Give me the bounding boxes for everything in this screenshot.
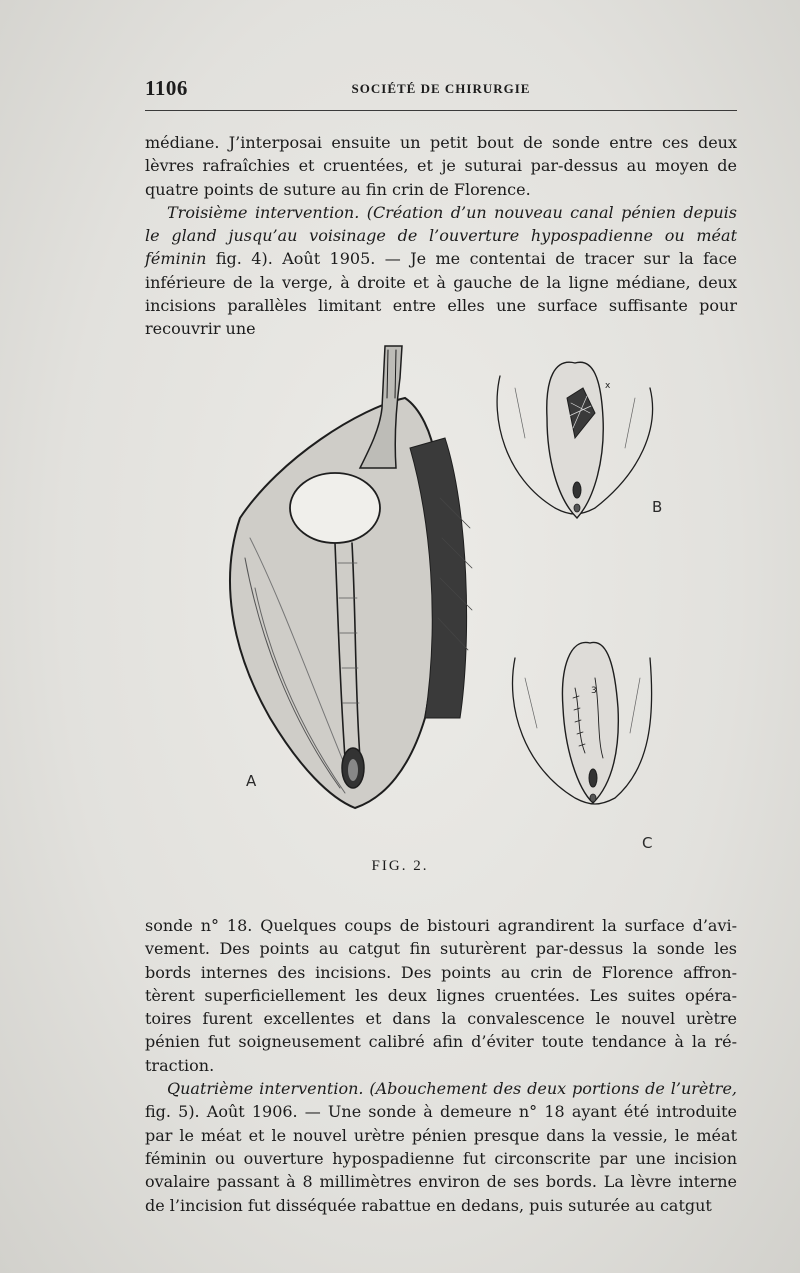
text-line: pénien fut soigneusement calibré afin d’éviter toute tendance à la ré- [145, 1032, 737, 1052]
paragraph-fourth-intervention [145, 1077, 737, 1217]
page-header [145, 76, 737, 100]
anatomical-illustration [210, 338, 680, 858]
section-intro: Quatrième intervention. [167, 1079, 364, 1099]
page-number: 1106 [145, 76, 188, 100]
text-line: bords internes des incisions. Des points au crin de Florence affron- [145, 962, 737, 982]
bottom-text-block [145, 914, 737, 1217]
text-line: de l’incision fut disséquée rabattue en dedans, puis suturée au catgut [145, 1195, 712, 1215]
section-intro: Troisième intervention. [167, 202, 360, 222]
text-line: parallèles limitant entre elles une surface suffisante pour recouvrir une [145, 296, 737, 339]
drawing-b-x-mark: x [605, 381, 611, 391]
text-line: toires furent excellentes et dans la convalescence le nouvel urètre [145, 1009, 737, 1029]
text-line: sonde n° 18. Quelques coups de bistouri agrandirent la surface d’avi- [145, 916, 737, 935]
text-line: lèvres rafraîchies et cruentées, et je suturai par-dessus au moyen de [145, 156, 737, 176]
text-line: vement. Des points au catgut fin suturèrent par-dessus la sonde les [145, 939, 737, 959]
text-line: féminin ou ouverture hypospadienne fut circonscrite par une incision [145, 1148, 737, 1168]
paragraph-third-intervention [145, 201, 737, 341]
figure-2 [210, 338, 680, 858]
text-line: ovalaire passant à 8 millimètres environ de ses bords. La lèvre interne [145, 1172, 737, 1192]
text-line: fig. 5). Août 1906. — Une sonde à demeure n° 18 ayant été introduite [145, 1102, 737, 1122]
top-text-block [145, 131, 737, 341]
section-intro-rest: (Création d’un nouveau canal pénien depuis le [145, 202, 737, 246]
text-line: de la verge, à droite et à gauche de la ligne médiane, deux incisions [145, 272, 737, 316]
text-line: quatre points de suture au fin crin de Florence. [145, 179, 531, 199]
text-line: tèrent superficiellement les deux lignes cruentées. Les suites opéra- [145, 985, 737, 1005]
figure-label-b: B [652, 498, 663, 516]
figure-label-c: C [642, 834, 653, 852]
text-line: fig. 4). Août 1905. — Je me contentai de tracer sur la face inférieure [145, 249, 738, 292]
text-line: traction. [145, 1055, 215, 1075]
text-line: gland jusqu’au voisinage de l’ouverture hypospadienne ou méat féminin [145, 226, 737, 269]
figure-label-a: A [246, 772, 257, 790]
running-head: SOCIÉTÉ DE CHIRURGIE [351, 81, 531, 96]
section-intro-rest: (Abouchement des deux portions de l’urètre, [363, 1079, 738, 1099]
drawing-a [230, 346, 472, 808]
figure-caption: FIG. 2. [371, 858, 429, 874]
paragraph [145, 131, 737, 201]
text-line: médiane. J’interposai ensuite un petit bout de sonde entre ces deux [145, 133, 737, 152]
paragraph [145, 914, 737, 1077]
header-rule [145, 110, 737, 111]
drawing-b [497, 362, 652, 518]
drawing-c [513, 642, 652, 804]
text-line: par le méat et le nouvel urètre pénien presque dans la vessie, le méat [145, 1125, 737, 1145]
drawing-c-numeral: 3 [591, 686, 597, 696]
